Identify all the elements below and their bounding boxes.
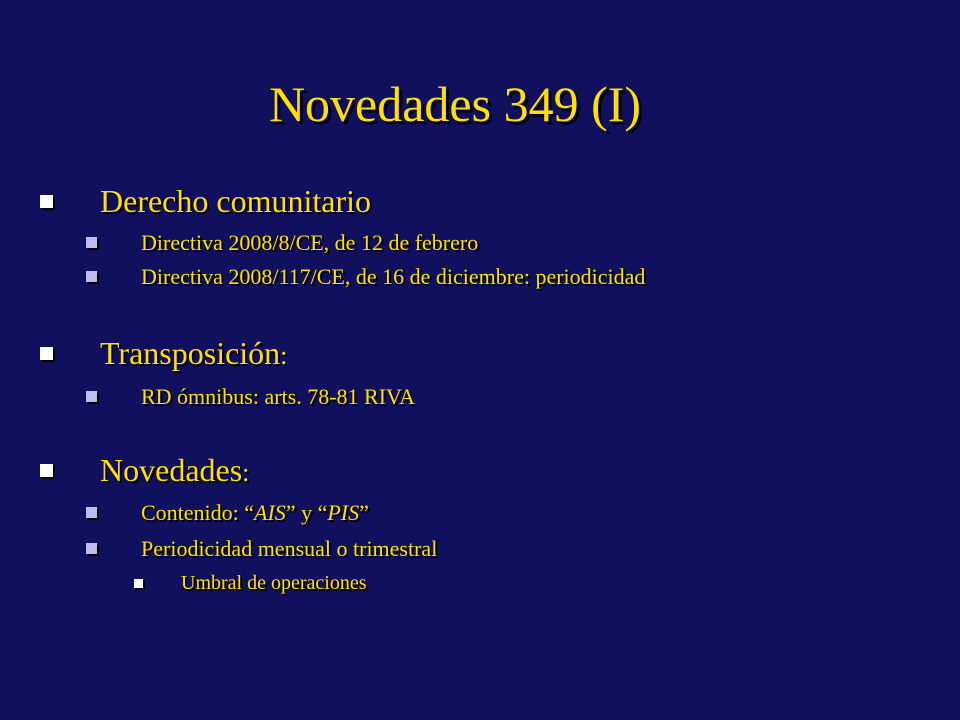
square-bullet-icon	[86, 237, 97, 248]
section-heading-text: Novedades	[100, 452, 243, 488]
list-item-label: RD ómnibus: arts. 78-81 RIVA	[141, 384, 415, 409]
section-heading-label	[100, 334, 287, 375]
list-item-label: Periodicidad mensual o trimestral	[141, 536, 438, 561]
heading-colon: :	[242, 458, 250, 487]
section-heading-label	[100, 451, 249, 492]
sub-list-item-label: Umbral de operaciones	[181, 572, 367, 594]
section-heading-label: Derecho comunitario	[100, 183, 371, 219]
square-bullet-icon	[86, 543, 97, 554]
list-item-label: Directiva 2008/117/CE, de 16 de diciembre: periodicidad	[141, 264, 646, 289]
emphasis-pis: PIS	[327, 500, 360, 525]
slide-title: Novedades 349 (I)	[268, 76, 642, 132]
section-heading-text: Transposición	[100, 335, 281, 371]
text-segment: ”	[359, 500, 369, 525]
square-bullet-icon	[86, 507, 97, 518]
square-bullet-icon	[40, 195, 53, 208]
square-bullet-icon	[40, 464, 53, 477]
square-bullet-icon	[40, 347, 53, 360]
emphasis-ais: AIS	[254, 500, 286, 525]
square-bullet-icon	[134, 579, 143, 588]
text-segment: ” y “	[285, 500, 328, 525]
heading-colon: :	[280, 341, 288, 370]
list-item-label: Directiva 2008/8/CE, de 12 de febrero	[141, 230, 479, 255]
text-segment: Contenido: “	[141, 500, 255, 525]
list-item-label	[141, 499, 369, 526]
square-bullet-icon	[86, 391, 97, 402]
square-bullet-icon	[86, 271, 97, 282]
